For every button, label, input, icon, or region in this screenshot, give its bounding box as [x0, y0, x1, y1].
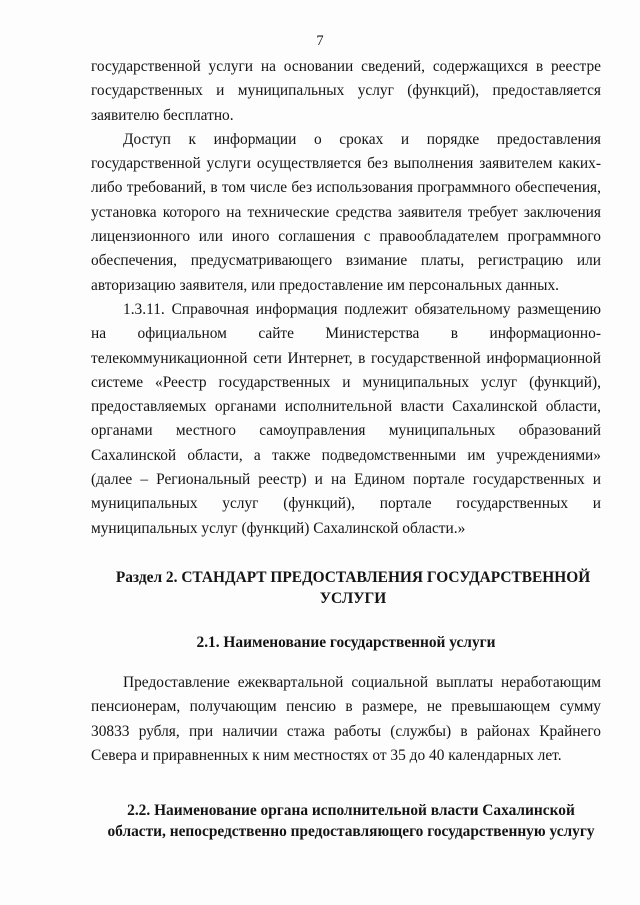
subsection-2-1-heading: 2.1. Наименование государственной услуги	[196, 633, 496, 651]
subsection-2-2-heading: 2.2. Наименование органа исполнительной власти Сахалинской области, непосредственно предоставляющего государственную услугу	[107, 802, 595, 841]
paragraph-clause-1-3-11: 1.3.11. Справочная информация подлежит обязательному размещению на официальном сайте Министерства в информационно-телекоммуникационной сети Интернет, в государственной информационной системе «Реестр государственных и муниципальных услуг (функций), предоставляемых органами исполнительной власти Сахалинской области, органами местного самоуправления муниципальных образований Сахалинской области, а также подведомственными им учреждениями» (далее – Региональный реестр) и на Едином портале государственных и муниципальных услуг (функций), портале государственных и муниципальных услуг (функций) Сахалинской области.»	[91, 300, 601, 537]
paragraph-service-name: Предоставление ежеквартальной социальной выплаты неработающим пенсионерам, получающим пенсию в размере, не превышающем сумму 30833 рубля, при наличии стажа работы (службы) в районах Крайнего Севера и приравненных к ним местностях от 35 до 40 календарных лет.	[91, 673, 601, 764]
page-number: 7	[316, 33, 324, 49]
document-body	[91, 55, 601, 842]
section-2-heading: Раздел 2. СТАНДАРТ ПРЕДОСТАВЛЕНИЯ ГОСУДАРСТВЕННОЙ УСЛУГИ	[115, 568, 591, 607]
paragraph-intro: государственной услуги на основании сведений, содержащихся в реестре государственных и муниципальных услуг (функций), предоставляется заявителю бесплатно.	[91, 58, 601, 124]
paragraph-information-access: Доступ к информации о сроках и порядке предоставления государственной услуги осуществляется без выполнения заявителем каких-либо требований, в том числе без использования программного обеспечения, установка которого на технические средства заявителя требует заключения лицензионного или иного соглашения с правообладателем программного обеспечения, предусматривающего взимание платы, регистрацию или авторизацию заявителя, или предоставление им персональных данных.	[91, 130, 601, 294]
